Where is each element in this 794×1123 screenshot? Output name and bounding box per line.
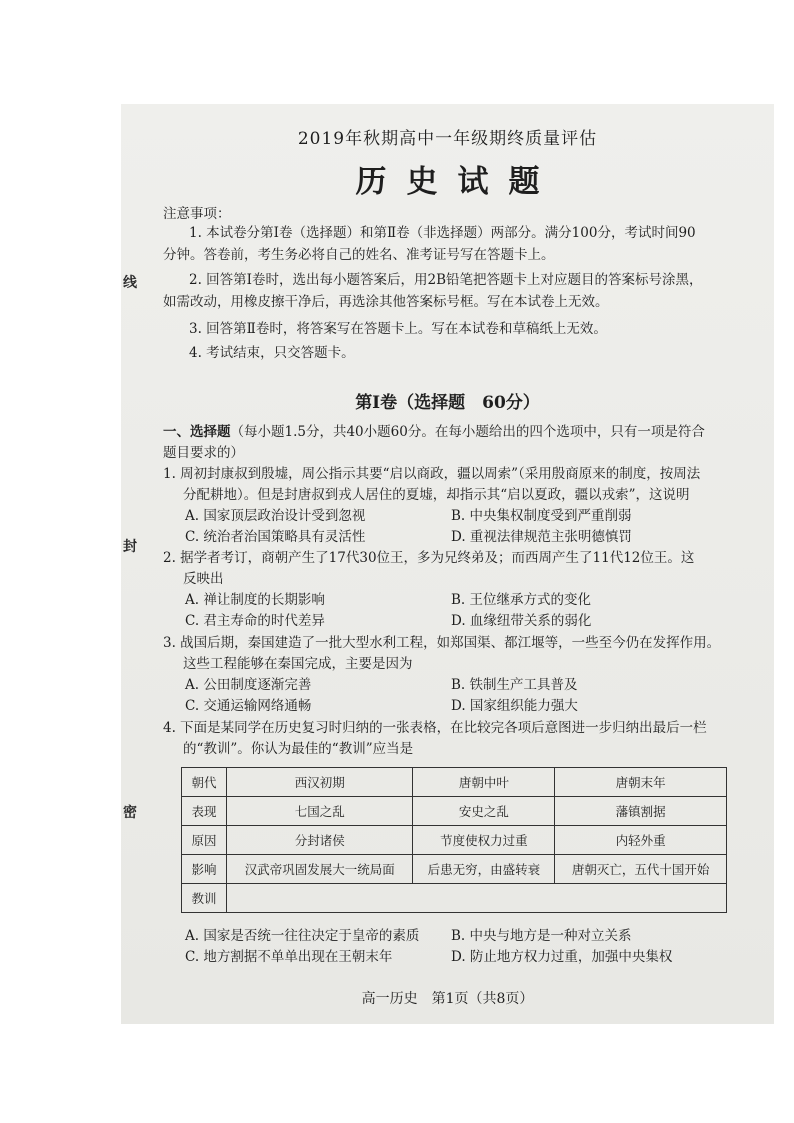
table-cell: 内轻外重: [555, 826, 727, 855]
question-stem-cont: 反映出: [183, 571, 224, 587]
notice-heading: 注意事项：: [163, 206, 231, 222]
option-b: B. 中央与地方是一种对立关系: [451, 928, 632, 944]
part-desc-cont: 题目要求的）: [163, 445, 244, 461]
table-row: [182, 797, 727, 826]
table-cell: 唐朝灭亡，五代十国开始: [555, 855, 727, 884]
option-a: A. 公田制度逐渐完善: [185, 677, 312, 693]
part-instructions: [163, 422, 763, 464]
option-b: B. 王位继承方式的变化: [451, 592, 592, 608]
table-cell: 唐朝中叶: [413, 768, 555, 797]
table-cell: 唐朝末年: [555, 768, 727, 797]
exam-subtitle: 2019年秋期高中一年级期终质量评估: [297, 129, 598, 149]
table-cell: 原因: [182, 826, 227, 855]
part-label: 一、选择题: [163, 424, 231, 440]
option-a: A. 国家顶层政治设计受到忽视: [185, 508, 366, 524]
question-stem-cont: 这些工程能够在秦国完成，主要是因为: [183, 656, 413, 672]
page-footer: 高一历史 第1页（共8页）: [361, 991, 534, 1007]
table-cell: 后患无穷，由盛转衰: [413, 855, 555, 884]
option-c: C. 地方割据不单单出现在王朝末年: [185, 949, 393, 965]
notice-item-4: 4. 考试结束，只交答题卡。: [189, 345, 355, 361]
table-cell-lesson-blank: [227, 884, 727, 913]
exam-page: [121, 104, 774, 1024]
question-stem: 2. 据学者考订，商朝产生了17代30位王，多为兄终弟及；而西周产生了11代12位王。这: [163, 550, 695, 566]
question-1: [163, 464, 758, 548]
question-4: [163, 718, 758, 760]
table-cell: 汉武帝巩固发展大一统局面: [227, 855, 413, 884]
option-d: D. 防止地方权力过重，加强中央集权: [451, 949, 673, 965]
question-3: [163, 633, 758, 717]
table-cell: 安史之乱: [413, 797, 555, 826]
table-row: [182, 826, 727, 855]
table-row: [182, 768, 727, 797]
option-c: C. 统治者治国策略具有灵活性: [185, 529, 366, 545]
notice-item-2: 2. 回答第Ⅰ卷时，选出每小题答案后，用2B铅笔把答题卡上对应题目的答案标号涂黑， 如需改动，用橡皮擦干净后，再选涂其他答案标号框。写在本试卷上无效。: [163, 272, 703, 310]
table-cell: 节度使权力过重: [413, 826, 555, 855]
option-b: B. 铁制生产工具普及: [451, 677, 578, 693]
question-stem: 4. 下面是某同学在历史复习时归纳的一张表格，在比较完各项后意图进一步归纳出最后一栏: [163, 720, 707, 736]
option-b: B. 中央集权制度受到严重削弱: [451, 508, 632, 524]
seal-line-mark-mi: 密: [123, 805, 137, 821]
table-cell: 西汉初期: [227, 768, 413, 797]
question-4-options: [163, 926, 758, 968]
comparison-table: [181, 767, 727, 913]
option-c: C. 交通运输网络通畅: [185, 698, 312, 714]
seal-line-mark-xian: 线: [123, 275, 137, 291]
option-d: D. 血缘纽带关系的弱化: [451, 613, 592, 629]
question-stem: 3. 战国后期，秦国建造了一批大型水利工程，如郑国渠、都江堰等，一些至今仍在发挥作用。: [163, 635, 721, 651]
table-row: [182, 855, 727, 884]
section-title: 第Ⅰ卷（选择题 60分）: [355, 393, 540, 413]
question-stem-cont: 分配耕地）。但是封唐叔到戎人居住的夏墟，却指示其“启以夏政，疆以戎索”，这说明: [183, 487, 690, 503]
table-cell: 表现: [182, 797, 227, 826]
table-row: [182, 884, 727, 913]
option-d: D. 国家组织能力强大: [451, 698, 578, 714]
option-d: D. 重视法律规范主张明德慎罚: [451, 529, 632, 545]
table-cell: 七国之乱: [227, 797, 413, 826]
question-2: [163, 548, 758, 632]
option-c: C. 君主寿命的时代差异: [185, 613, 325, 629]
seal-line-mark-feng: 封: [123, 539, 137, 555]
notice-item-1: 1. 本试卷分第Ⅰ卷（选择题）和第Ⅱ卷（非选择题）两部分。满分100分，考试时间90 分钟。答卷前，考生务必将自己的姓名、准考证号写在答题卡上。: [163, 225, 696, 263]
table-cell: 朝代: [182, 768, 227, 797]
table-cell: 藩镇割据: [555, 797, 727, 826]
table-cell: 影响: [182, 855, 227, 884]
exam-title: 历史试题: [355, 164, 560, 200]
notice-item-3: 3. 回答第Ⅱ卷时，将答案写在答题卡上。写在本试卷和草稿纸上无效。: [189, 321, 607, 337]
option-a: A. 禅让制度的长期影响: [185, 592, 325, 608]
table-cell: 教训: [182, 884, 227, 913]
table-cell: 分封诸侯: [227, 826, 413, 855]
question-stem: 1. 周初封康叔到殷墟，周公指示其要“启以商政，疆以周索”（采用殷商原来的制度，按周法: [163, 466, 701, 482]
option-a: A. 国家是否统一往往决定于皇帝的素质: [185, 928, 420, 944]
question-stem-cont: 的“教训”。你认为最佳的“教训”应当是: [183, 741, 414, 757]
part-desc: （每小题1.5分，共40小题60分。在每小题给出的四个选项中，只有一项是符合: [230, 424, 705, 440]
